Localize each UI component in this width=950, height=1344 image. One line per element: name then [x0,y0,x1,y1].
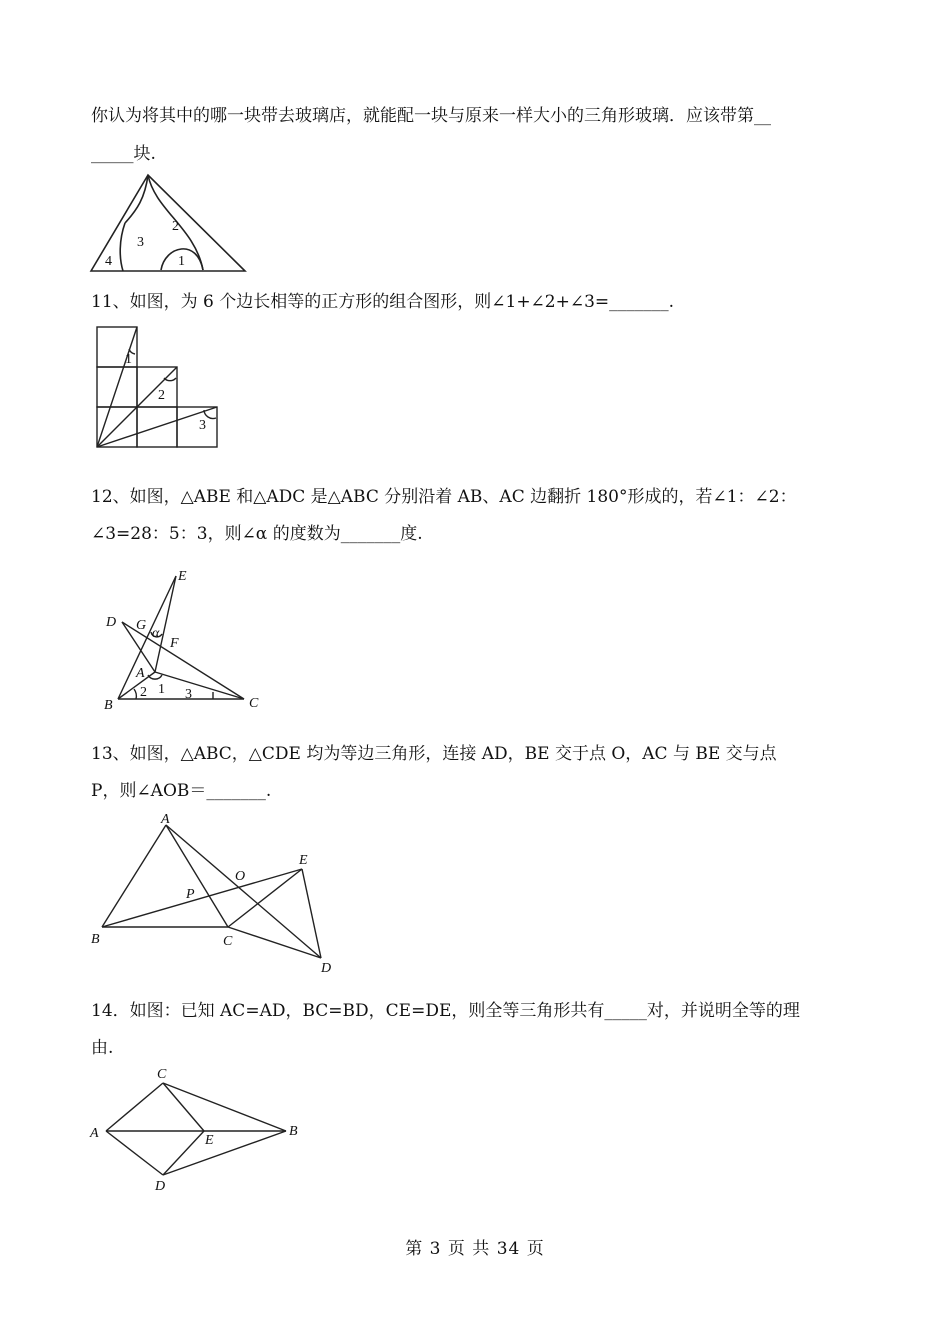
q13-text-line1: 13、如图，△ABC，△CDE 均为等边三角形，连接 AD，BE 交于点 O，AC 与 BE 交与点 [91,744,777,764]
q14-text-line1: 14．如图：已知 AC=AD，BC=BD，CE=DE，则全等三角形共有_____对，并说明全等的理 [91,1001,800,1021]
q12-label-C: C [249,696,259,711]
q10-broken-triangle-figure [85,170,255,278]
q12-label-G: G [136,618,147,633]
q12-label-F: F [170,636,179,651]
q12-label-D: D [106,615,117,630]
q14-label-E: E [205,1133,214,1148]
q10-label-4: 4 [105,254,112,269]
q10-label-1: 1 [178,254,185,269]
q13-label-P: P [186,887,195,902]
q14-label-D: D [155,1179,166,1194]
q10-text-line2: _____块. [91,144,156,164]
q13-equilateral-triangles-figure [88,808,343,976]
q13-label-D: D [321,961,332,976]
q12-label-E: E [178,569,187,584]
q13-label-O: O [235,869,246,884]
q13-label-A: A [161,812,170,827]
q12-text-line1: 12、如图，△ABE 和△ADC 是△ABC 分别沿着 AB、AC 边翻折 180°形成的，若∠1：∠2： [91,487,797,507]
q11-label-2: 2 [158,388,165,403]
q12-label-B: B [104,698,113,712]
q12-label-2: 2 [140,685,147,700]
q14-kite-figure [86,1062,306,1197]
q12-label-alpha: α [152,626,160,641]
q11-label-1: 1 [125,352,132,367]
q12-text-line2: ∠3=28：5：3，则∠α 的度数为_______度. [91,524,423,544]
q12-label-1: 1 [158,682,165,697]
q12-label-A: A [136,666,145,681]
q13-text-line2: P，则∠AOB＝_______. [91,781,272,801]
q14-label-C: C [157,1067,167,1082]
q12-folded-triangle-figure [100,562,270,712]
q13-label-E: E [299,853,308,868]
q11-squares-figure [92,322,222,450]
q11-label-3: 3 [199,418,206,433]
q10-label-2: 2 [172,219,179,234]
q14-label-A: A [90,1126,99,1141]
q12-label-3: 3 [185,687,192,702]
q11-text: 11、如图，为 6 个边长相等的正方形的组合图形，则∠1+∠2+∠3=_______. [91,292,675,312]
q13-label-B: B [91,932,100,947]
q10-text-line1: 你认为将其中的哪一块带去玻璃店，就能配一块与原来一样大小的三角形玻璃．应该带第__ [91,106,771,126]
q14-label-B: B [289,1124,298,1139]
q10-label-3: 3 [137,235,144,250]
q13-label-C: C [223,934,233,949]
page-footer: 第 3 页 共 34 页 [405,1239,545,1259]
q14-text-line2: 由. [91,1038,114,1058]
